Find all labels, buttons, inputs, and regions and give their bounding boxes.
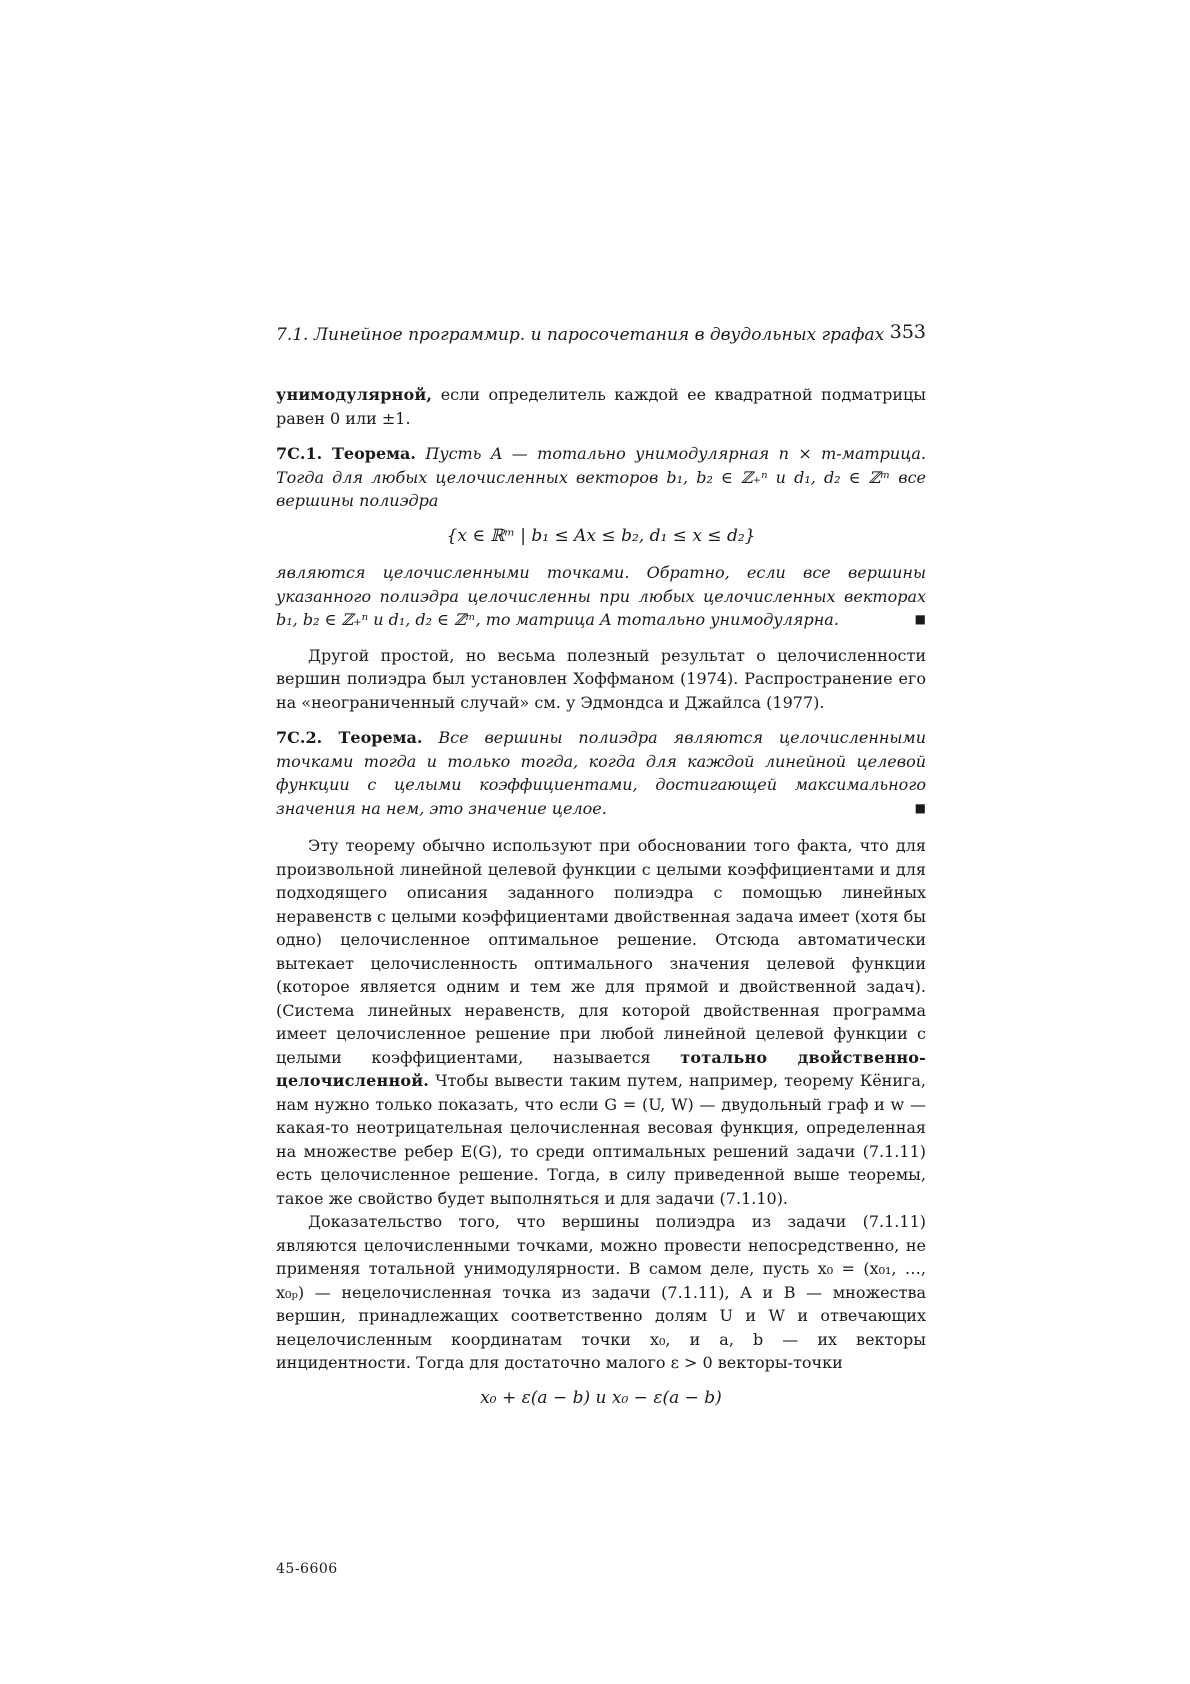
page-header (276, 321, 926, 355)
intro-paragraph (276, 383, 926, 430)
theorem-7c1-body-after: являются целочисленными точками. Обратно, если все вершины указанного полиэдра целочисленны при любых целочисленных векторах b₁, b₂ ∈ ℤ₊ⁿ и d₁, d₂ ∈ ℤᵐ, то матрица A тотально унимодулярна. (276, 563, 926, 629)
qed-mark: ■ (914, 800, 926, 815)
paragraph-usage-part1: Эту теорему обычно используют при обосновании того факта, что для произвольной линейной целевой функции с целыми коэффициентами и для подходящего описания заданного полиэдра с помощью линейных неравенств с целыми коэффициентами двойственная задача имеет (хотя бы одно) целочисленное оптимальное решение. Отсюда автоматически вытекает целочисленность оптимального значения целевой функции (которое является одним и тем же для прямой и двойственной задач). (Система линейных неравенств, для которой двойственная программа имеет целочисленное решение при любой линейной целевой функции с целыми коэффициентами, называется (276, 836, 926, 1067)
theorem-7c2 (276, 726, 926, 820)
page-body (276, 383, 926, 1423)
paragraph-proof: Доказательство того, что вершины полиэдра из задачи (7.1.11) являются целочисленными точками, можно провести непосредственно, не применяя тотальной унимодулярности. В самом деле, пусть x₀ = (x₀₁, …, x₀ₚ) — нецелочисленная точка из задачи (7.1.11), A и B — множества вершин, принадлежащих соответственно долям U и W и отвечающих нецелочисленным координатам точки x₀, и a, b — их векторы инцидентности. Тогда для достаточно малого ε > 0 векторы-точки (276, 1212, 926, 1372)
theorem-7c1-formula: {x ∈ ℝᵐ | b₁ ≤ Ax ≤ b₂, d₁ ≤ x ≤ d₂} (446, 525, 756, 546)
printer-signature: 45-6606 (276, 1561, 338, 1577)
theorem-7c1-conclusion (276, 561, 926, 632)
term-totally-dual-integral: тотально двойственно-целочисленной. (276, 1047, 926, 1090)
theorem-7c1 (276, 442, 926, 632)
qed-mark: ■ (914, 612, 926, 626)
proof-formula: x₀ + ε(a − b) и x₀ − ε(a − b) (480, 1387, 722, 1408)
theorem-7c2-statement (276, 726, 926, 820)
paragraph-hoffman: Другой простой, но весьма полезный результат о целочисленности вершин полиэдра был установлен Хоффманом (1974). Распространение его на «неограниченный случай» см. у Эдмондса и Джайлса (1977). (276, 645, 926, 712)
page-number: 353 (889, 321, 926, 343)
paragraph-usage-part2: Чтобы вывести таким путем, например, теорему Кёнига, нам нужно только показать, что если G = (U, W) — двудольный граф и w — какая-то неотрицательная целочисленная весовая функция, определенная на множестве ребер E(G), то среди оптимальных решений задачи (7.1.11) есть целочисленное решение. Тогда, в силу приведенной выше теоремы, такое же свойство будет выполняться и для задачи (7.1.10). (276, 1071, 926, 1208)
theorem-7c1-body: Пусть A — тотально унимодулярная n × m-матрица. Тогда для любых целочисленных векторов b₁, b₂ ∈ ℤ₊ⁿ и d₁, d₂ ∈ ℤᵐ все вершины полиэдра (276, 444, 926, 510)
intro-text: если определитель каждой ее квадратной подматрицы равен 0 или ±1. (276, 385, 926, 428)
theorem-7c2-label: 7С.2. Теорема. (276, 728, 423, 747)
theorem-7c1-statement (276, 442, 926, 513)
theorem-7c2-body: Все вершины полиэдра являются целочисленными точками тогда и только тогда, когда для каждой линейной целевой функции с целыми коэффициентами, достигающей максимального значения на нем, это значение целое. (276, 728, 926, 818)
running-head: 7.1. Линейное программир. и паросочетания в двудольных графах (276, 325, 885, 345)
paragraph-usage (276, 834, 926, 1210)
term-unimodular: унимодулярной, (276, 385, 433, 404)
theorem-7c1-label: 7С.1. Теорема. (276, 444, 416, 463)
